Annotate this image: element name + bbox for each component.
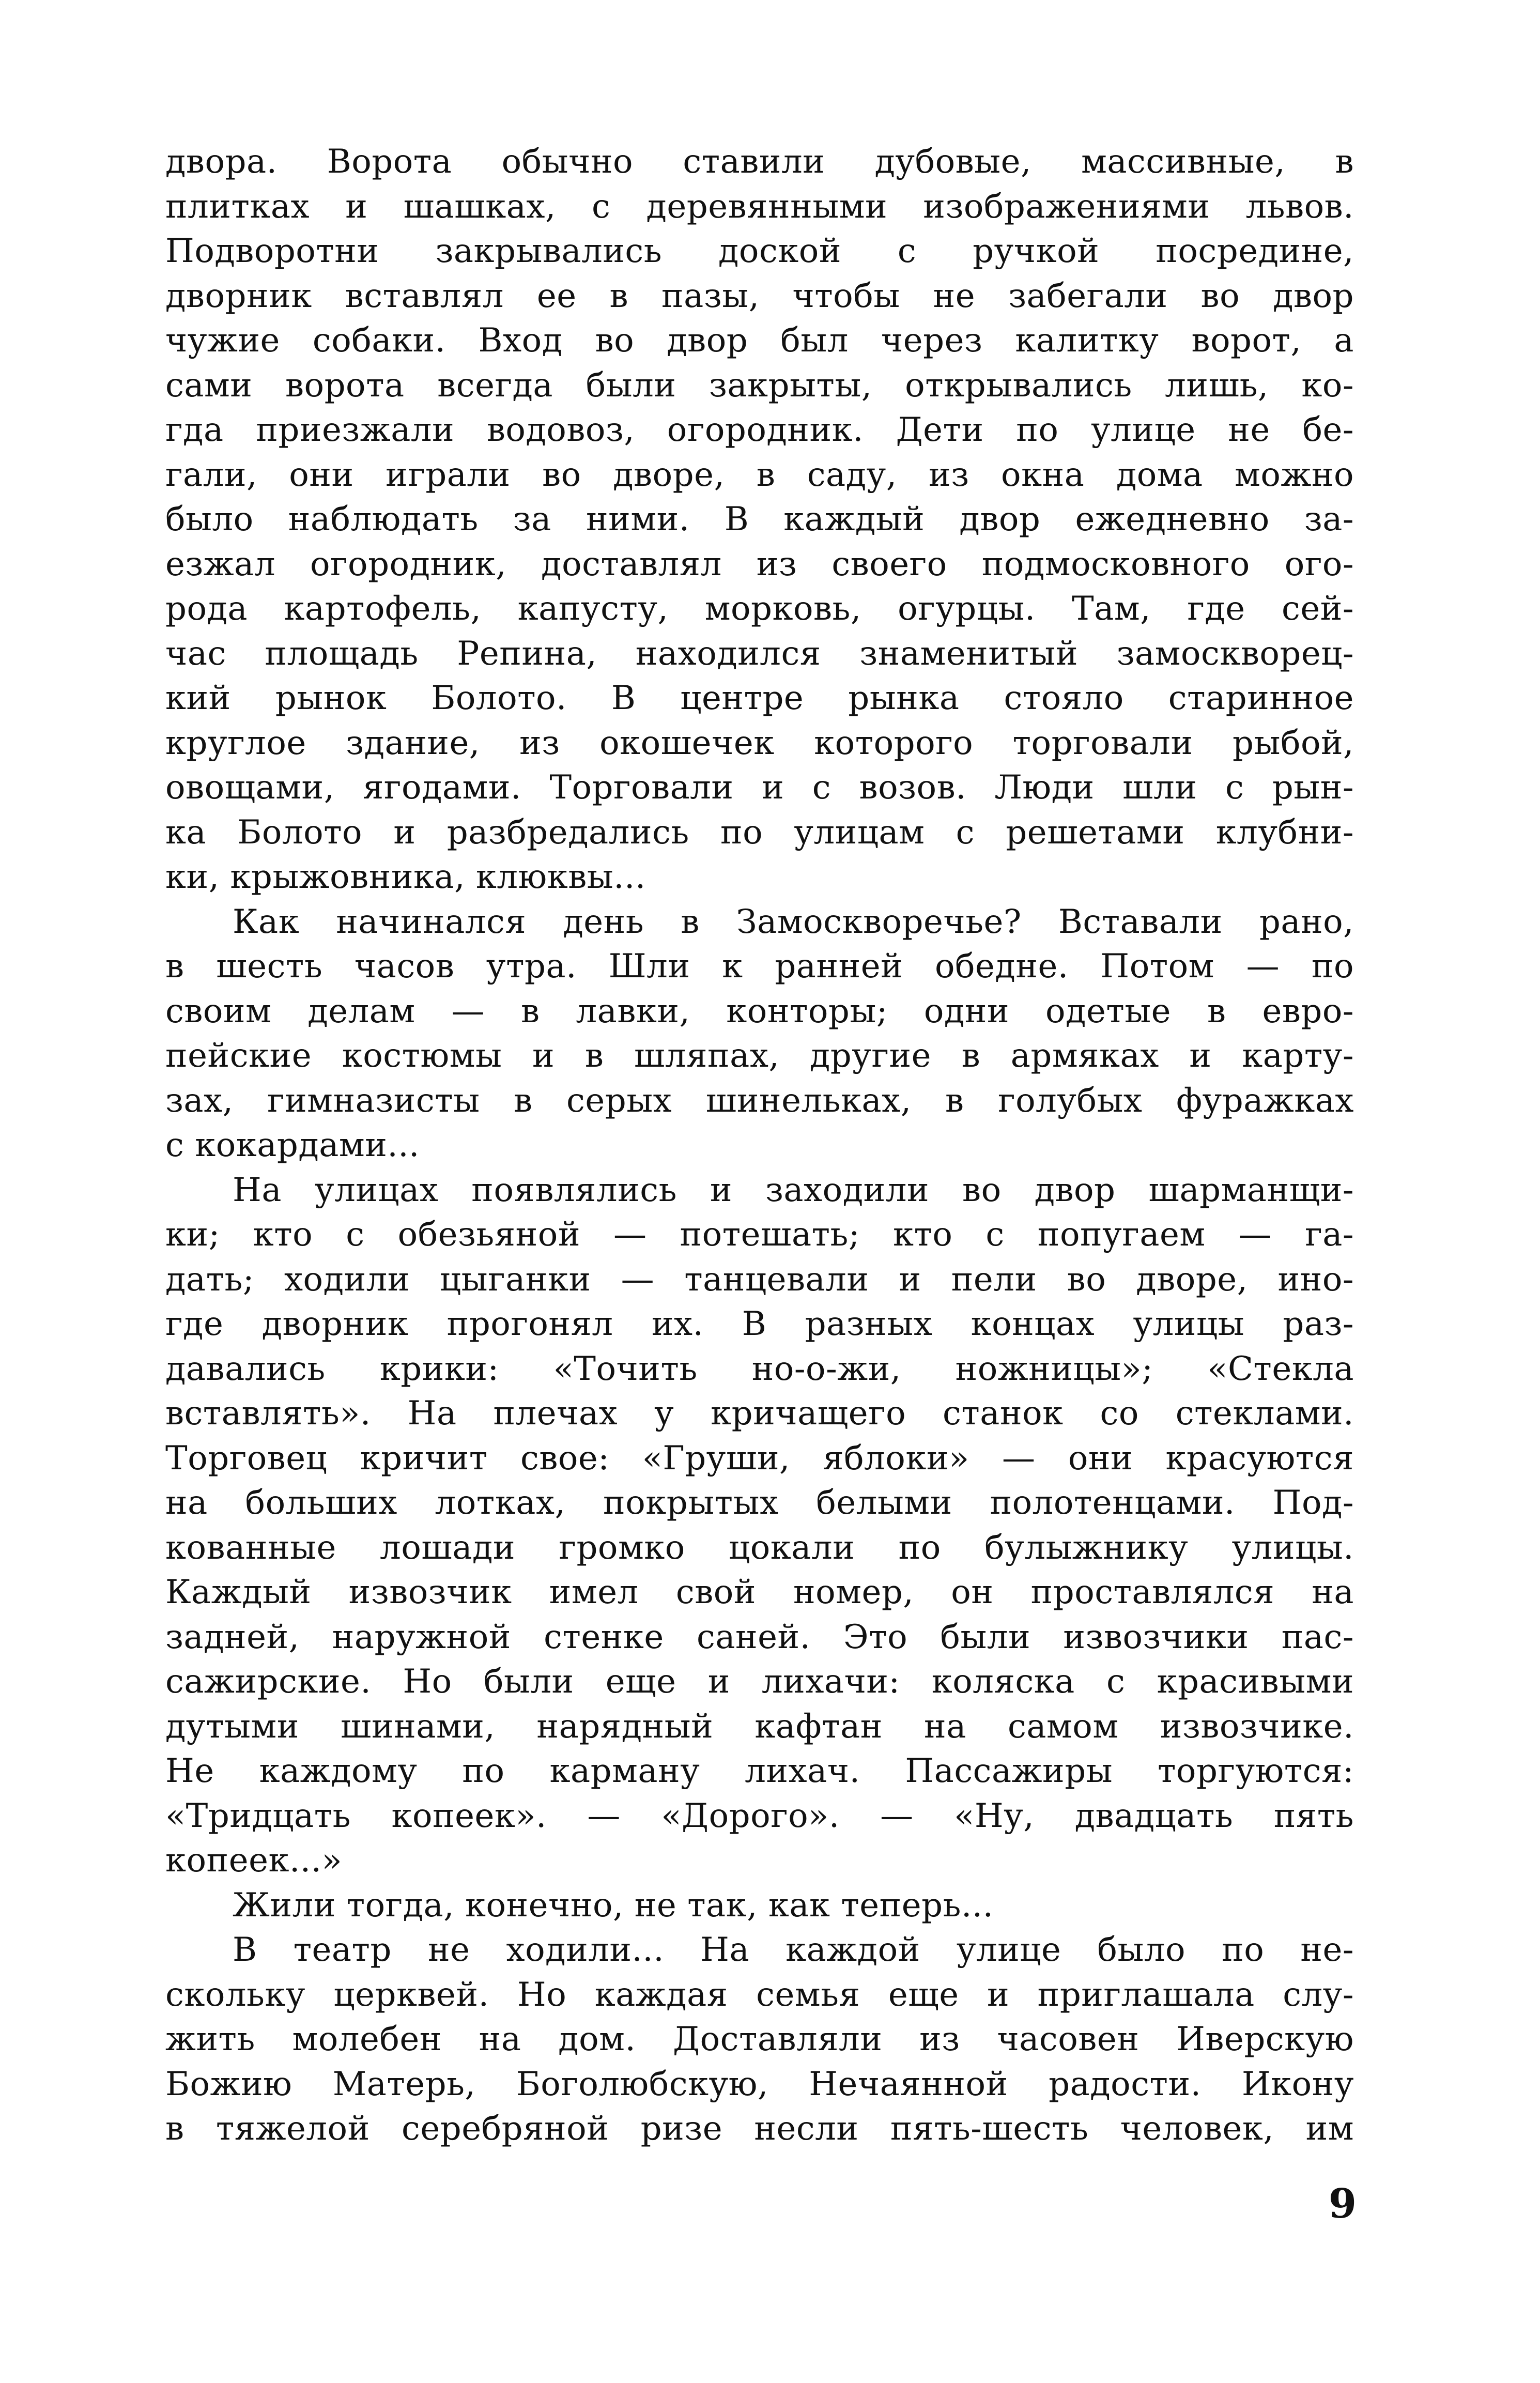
- text-line: скольку церквей. Но каждая семья еще и приглашала слу-: [165, 1975, 1354, 2014]
- text-line: в шесть часов утра. Шли к ранней обедне. Потом — по: [165, 947, 1354, 986]
- text-line: давались крики: «Точить но-о-жи, ножницы»; «Стекла: [165, 1349, 1354, 1388]
- text-line: кий рынок Болото. В центре рынка стояло старинное: [165, 679, 1354, 717]
- text-line: ки, крыжовника, клюквы...: [165, 858, 646, 896]
- text-line: чужие собаки. Вход во двор был через калитку ворот, а: [165, 321, 1354, 360]
- text-line: сами ворота всегда были закрыты, открывались лишь, ко-: [165, 366, 1354, 405]
- text-line: круглое здание, из окошечек которого торговали рыбой,: [165, 724, 1354, 762]
- text-line: где дворник прогонял их. В разных концах улицы раз-: [165, 1305, 1354, 1343]
- text-line: в тяжелой серебряной ризе несли пять-шесть человек, им: [165, 2110, 1354, 2148]
- text-line: жить молебен на дом. Доставляли из часовен Иверскую: [165, 2020, 1354, 2058]
- text-line: своим делам — в лавки, конторы; одни одетые в евро-: [165, 992, 1354, 1031]
- text-line: кованные лошади громко цокали по булыжнику улицы.: [165, 1528, 1354, 1567]
- text-line: дворник вставлял ее в пазы, чтобы не забегали во двор: [165, 276, 1354, 315]
- text-line: Каждый извозчик имел свой номер, он проставлялся на: [165, 1573, 1354, 1611]
- text-line: В театр не ходили... На каждой улице было по не-: [233, 1931, 1354, 1969]
- text-line: задней, наружной стенке саней. Это были извозчики пас-: [165, 1618, 1354, 1656]
- text-line: гда приезжали водовоз, огородник. Дети по улице не бе-: [165, 411, 1354, 449]
- text-line: пейские костюмы и в шляпах, другие в армяках и карту-: [165, 1037, 1354, 1075]
- text-line: дать; ходили цыганки — танцевали и пели во дворе, ино-: [165, 1260, 1354, 1299]
- text-line: рода картофель, капусту, морковь, огурцы. Там, где сей-: [165, 590, 1354, 628]
- text-line: овощами, ягодами. Торговали и с возов. Люди шли с рын-: [165, 768, 1354, 807]
- page-body: [165, 140, 1354, 2151]
- text-line: было наблюдать за ними. В каждый двор ежедневно за-: [165, 500, 1354, 539]
- text-line: На улицах появлялись и заходили во двор шарманщи-: [233, 1171, 1354, 1209]
- text-line: вставлять». На плечах у кричащего станок со стеклами.: [165, 1394, 1354, 1433]
- text-line: езжал огородник, доставлял из своего подмосковного ого-: [165, 545, 1354, 583]
- text-line: Не каждому по карману лихач. Пассажиры торгуются:: [165, 1752, 1354, 1790]
- page-number: 9: [1328, 2180, 1357, 2227]
- text-line: на больших лотках, покрытых белыми полотенцами. Под-: [165, 1484, 1354, 1522]
- text-line: Как начинался день в Замоскворечье? Вставали рано,: [233, 902, 1354, 941]
- text-line: дутыми шинами, нарядный кафтан на самом извозчике.: [165, 1707, 1354, 1746]
- text-line: «Тридцать копеек». — «Дорого». — «Ну, двадцать пять: [165, 1796, 1354, 1835]
- text-line: копеек...»: [165, 1841, 343, 1880]
- text-line: ка Болото и разбредались по улицам с решетами клубни-: [165, 813, 1354, 852]
- text-line: плитках и шашках, с деревянными изображениями львов.: [165, 187, 1354, 226]
- text-line: двора. Ворота обычно ставили дубовые, массивные, в: [165, 143, 1354, 181]
- text-line: Подворотни закрывались доской с ручкой посредине,: [165, 232, 1354, 270]
- text-line: Жили тогда, конечно, не так, как теперь...: [233, 1886, 994, 1925]
- text-line: Божию Матерь, Боголюбскую, Нечаянной радости. Икону: [165, 2065, 1354, 2103]
- text-line: Торговец кричит свое: «Груши, яблоки» — они красуются: [165, 1439, 1354, 1478]
- text-line: час площадь Репина, находился знаменитый замоскворец-: [165, 634, 1354, 673]
- text-line: зах, гимназисты в серых шинельках, в голубых фуражках: [165, 1081, 1354, 1120]
- text-line: гали, они играли во дворе, в саду, из окна дома можно: [165, 455, 1354, 494]
- text-line: с кокардами...: [165, 1126, 420, 1164]
- text-line: ки; кто с обезьяной — потешать; кто с попугаем — га-: [165, 1216, 1354, 1254]
- text-line: сажирские. Но были еще и лихачи: коляска с красивыми: [165, 1663, 1354, 1701]
